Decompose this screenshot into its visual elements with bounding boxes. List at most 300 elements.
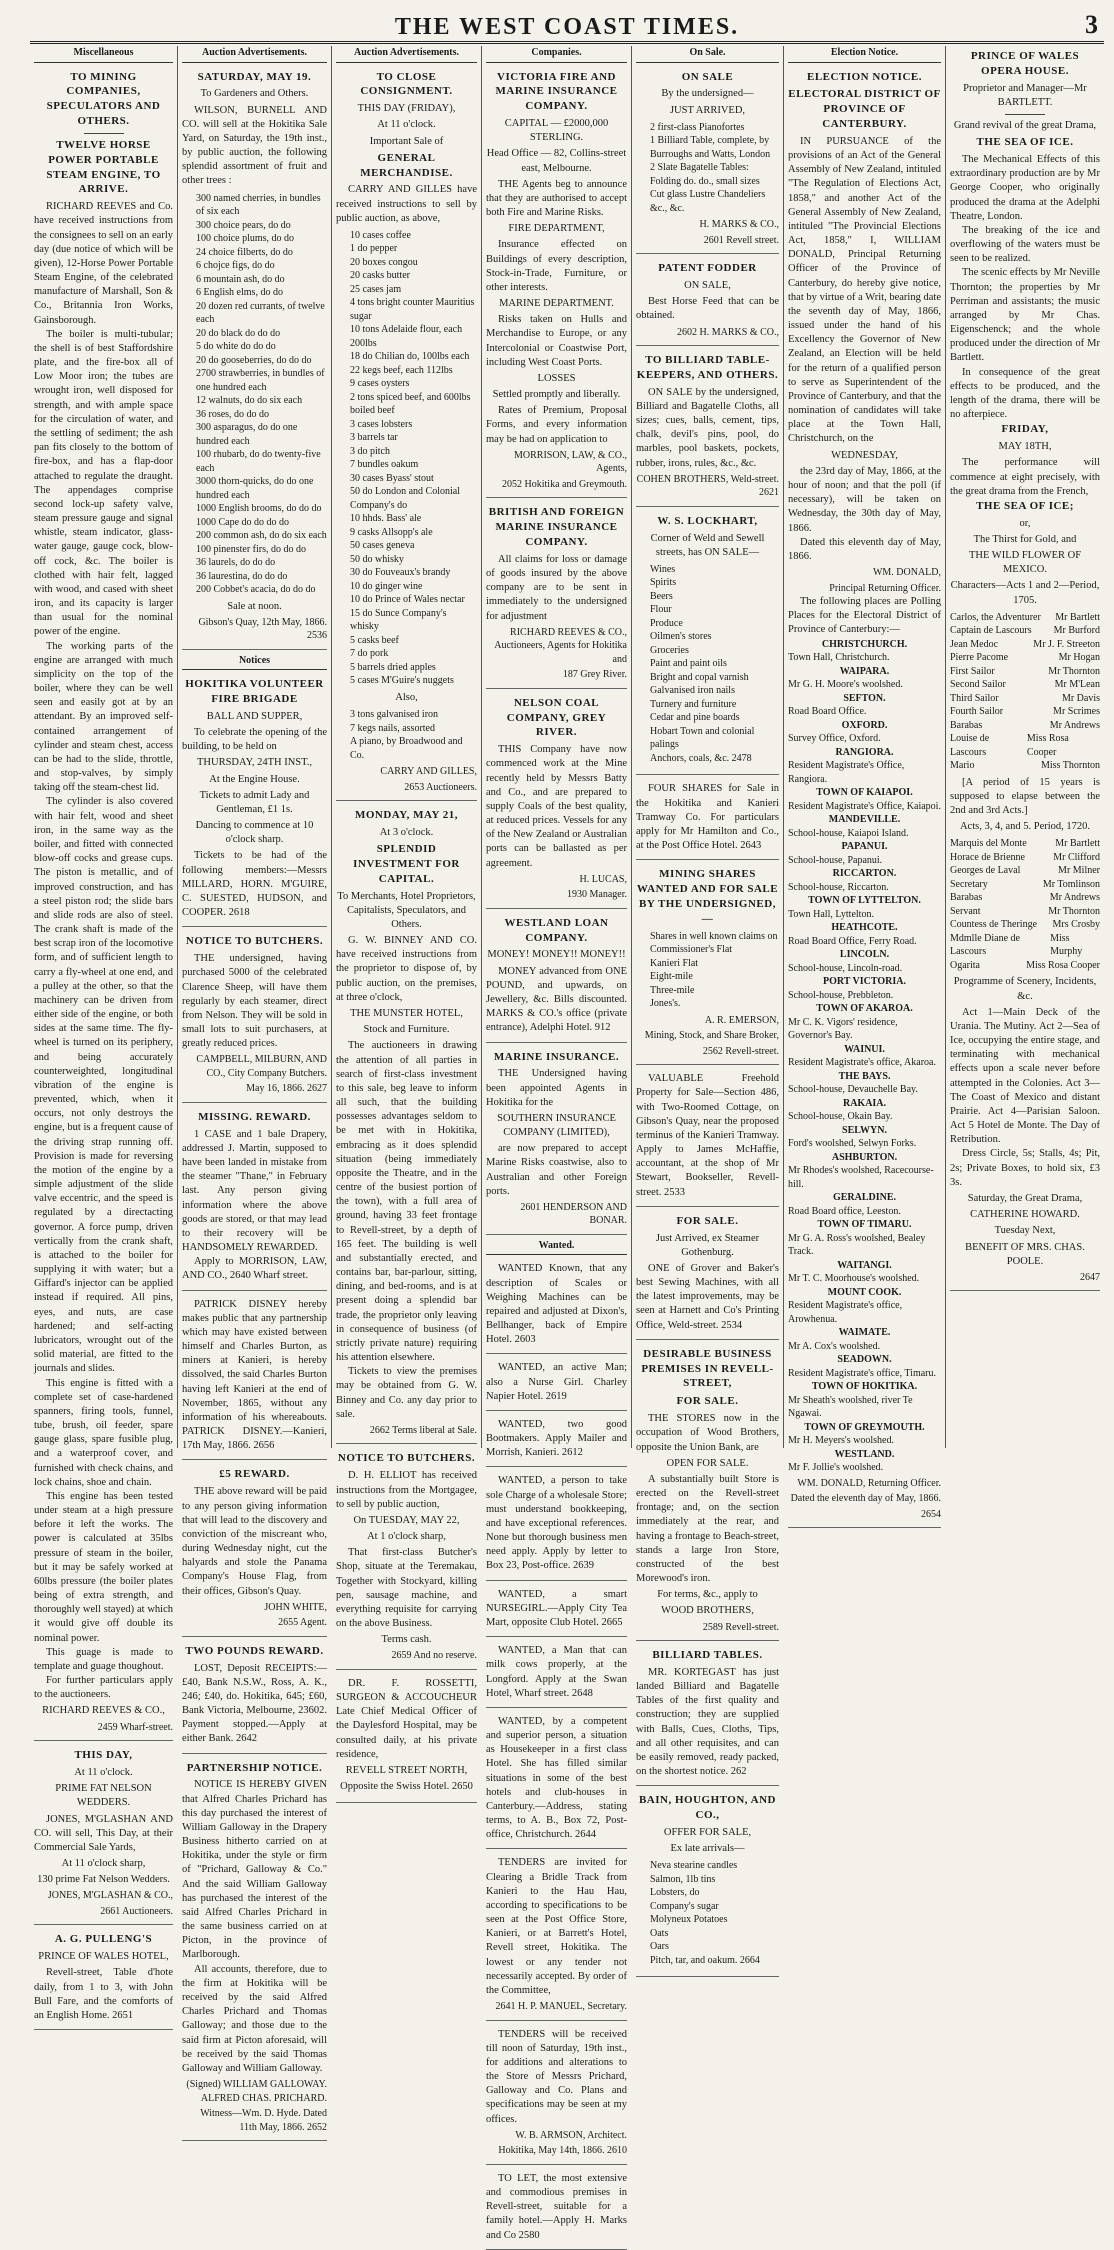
polling-town: SEADOWN.: [837, 1354, 892, 1366]
column-heading: On Sale.: [636, 46, 779, 63]
divider: [1005, 114, 1045, 115]
ad-signature: 2641 H. P. MANUEL, Secretary.: [495, 2001, 627, 2013]
ad-line: FRIDAY,: [1001, 423, 1049, 436]
ad-body: Risks taken on Hulls and Merchandise to Europe, or any Intercolonial or Coastwise Port, including West Coast Ports.: [486, 314, 627, 368]
ad-body: Tickets to be had of the following members:—Messrs MILLARD, HORN. M'GUIRE, C. SUESTED, HUDSON, and COOPER. 2618: [182, 850, 327, 919]
polling-place: Road Board Office.: [788, 706, 867, 718]
ad-line: At 1 o'clock sharp,: [367, 1531, 446, 1543]
polling-town: OXFORD.: [841, 719, 888, 731]
ad-reference: 2562 Revell-street.: [702, 1045, 779, 1057]
polling-town: RAKAIA.: [842, 1097, 887, 1109]
column-opera-house: [946, 46, 1104, 1448]
list-item: 20 do black do do do: [196, 327, 281, 339]
column-miscellaneous: [30, 46, 178, 2021]
polling-place: Road Board office, Leeston.: [788, 1205, 901, 1217]
ad-billiard-tables: [636, 1645, 779, 1786]
item-list: [650, 563, 779, 766]
section-heading-wanted: Wanted.: [486, 1239, 627, 1256]
list-item: 50 do London and Colonial Company's do: [350, 486, 460, 511]
list-item: 24 choice filberts, do do: [196, 246, 293, 258]
ad-line: THE SEA OF ICE;: [976, 499, 1074, 512]
actor: Miss Thornton: [1041, 760, 1100, 772]
ad-signature: CARRY AND GILLES,: [380, 766, 477, 778]
list-item: Beers: [650, 590, 673, 602]
ad-reference: 2647: [1080, 1271, 1100, 1283]
ad-line: SPLENDID INVESTMENT FOR CAPITAL.: [353, 843, 460, 885]
list-item: 7 kegs nails, assorted: [350, 722, 435, 734]
ad-fire-brigade-ball: [182, 674, 327, 927]
ad-line: Ex late arrivals—: [670, 1843, 745, 1855]
ad-line: To Gardeners and Others.: [200, 88, 309, 100]
ad-line: Proprietor and Manager—Mr BARTLETT.: [963, 82, 1087, 108]
list-item: 1000 English brooms, do do do: [196, 503, 322, 515]
ad-line: FOR SALE.: [676, 1395, 739, 1408]
role: Barabas: [950, 719, 983, 731]
ad-body: IN PURSUANCE of the provisions of an Act of the General Assembly of New Zealand, intituled "The Regulation of Elections Act, 1858," and another Act of the General Assembly of New Zealand, intituled "The Provincial Elections Act, 1858," I, WILLIAM DONALD, Principal Returning Officer of the Province of Canterbury, do hereby give notice, that by virtue of a Writ, bearing date the seventh day of May, 1866, issued under the hand of his Excellency the Governor of New Zealand, an Election will be held for the return of a qualified person to serve as Superintendent of the Province of Canterbury, and that the nomination of candidates will take place at the Town Hall, Christchurch, on the: [788, 135, 941, 445]
ad-reference: 2653 Auctioneers.: [404, 781, 477, 793]
role: Carlos, the Adventurer: [950, 611, 1041, 623]
list-item: 3 do pitch: [350, 445, 390, 457]
list-item: 7 bundles oakum: [350, 459, 419, 471]
role: Secretary: [950, 878, 988, 890]
ad-signature: A. R. EMERSON,: [704, 1014, 779, 1026]
ad-line: Also,: [395, 691, 418, 703]
ad-reference: 2601 HENDERSON AND BONAR.: [520, 1201, 627, 1227]
ad-signature: MORRISON, LAW, & CO., Agents,: [513, 449, 627, 475]
ad-marine-insurance: [486, 1047, 627, 1235]
ad-body: THE Agents beg to announce that they are authorised to accept both Fire and Marine Risks.: [486, 178, 627, 219]
ad-partnership-dissolved: [182, 1295, 327, 1461]
ad-line: Stock and Furniture.: [363, 1024, 450, 1036]
ad-body: Revell-street, Table d'hote daily, from 1 to 3, with John Bull Fare, and the comforts of an English Home. 2651: [34, 1967, 173, 2021]
list-item: Pitch, tar, and oakum. 2664: [650, 1954, 760, 1966]
polling-place: Mr C. K. Vigors' residence, Governor's Bay.: [788, 1016, 898, 1042]
ad-subtitle: TWELVE HORSE POWER PORTABLE STEAM ENGINE, TO ARRIVE.: [46, 138, 161, 196]
ad-title: TO BILLIARD TABLE-KEEPERS, AND OTHERS.: [636, 354, 779, 381]
ad-body: All accounts, therefore, due to the firm at Hokitika will be received by the said Alfred Charles Prichard and Thomas Galloway; and those due to the said firm at Picton aforesaid, will be received by the said Thomas Galloway and William Galloway.: [182, 1963, 327, 2074]
list-item: 20 do gooseberries, do do do: [196, 354, 312, 366]
ad-line: CATHERINE HOWARD.: [970, 1209, 1080, 1221]
polling-place: Resident Magistrate's office, Timaru.: [788, 1367, 936, 1379]
polling-place: Mr F. Jollie's woolshed.: [788, 1462, 884, 1474]
list-item: 2700 strawberries, in bundles of one hundred each: [196, 368, 325, 393]
ad-body: Best Horse Feed that can be obtained.: [636, 296, 779, 322]
list-item: 3 barrels tar: [350, 432, 398, 444]
list-item: 100 rhubarb, do do twenty-five each: [196, 449, 321, 474]
ad-title: PARTNERSHIP NOTICE.: [186, 1761, 323, 1774]
column-auctions-2: [332, 46, 482, 1793]
actor: Miss Rosa Cooper: [1026, 959, 1100, 971]
ad-body: Dress Circle, 5s; Stalls, 4s; Pit, 2s; Private Boxes, to hold six, £3 3s.: [950, 1148, 1100, 1188]
ad-line: LOSSES: [537, 372, 576, 384]
polling-place: School-house, Devauchelle Bay.: [788, 1084, 918, 1096]
cast-list: [950, 837, 1100, 972]
ad-title: HOKITIKA VOLUNTEER FIRE BRIGADE: [185, 678, 324, 706]
polling-town: PORT VICTORIA.: [822, 976, 906, 988]
list-item: 3000 thorn-quicks, do do one hundred each: [196, 476, 314, 501]
masthead: [30, 10, 1104, 44]
ad-sewing-machine: [636, 1211, 779, 1340]
polling-place: Ford's woolshed, Selwyn Forks.: [788, 1138, 917, 1150]
polling-town: WAIMATE.: [838, 1327, 891, 1339]
list-item: Oilmen's stores: [650, 631, 712, 643]
ad-body: WANTED, a Man that can milk cows properly, at the Longford. Apply at the Swan Hotel, Wharf street. 2648: [486, 1645, 627, 1699]
page-number: 3: [1085, 10, 1098, 39]
list-item: Anchors, coals, &c. 2478: [650, 752, 752, 764]
polling-town: WAITANGI.: [837, 1259, 892, 1271]
cast-row: [950, 692, 1100, 706]
list-item: 22 kegs beef, each 112lbs: [350, 364, 453, 376]
list-item: Shares in well known claims on: [650, 930, 778, 942]
list-item: Folding do. do., small sizes: [650, 175, 760, 187]
list-item: Galvanised iron nails: [650, 685, 735, 697]
ad-title: FOR SALE.: [676, 1214, 739, 1227]
ad-line: REVELL STREET NORTH,: [345, 1764, 468, 1776]
polling-town: CHRISTCHURCH.: [821, 638, 908, 650]
ad-body: MR. KORTEGAST has just landed Billiard and Bagatelle Tables of the first quality and construction; they are supplied with Balls, Cues, Cloths, Tips, and all other requisites, and can be easily removed, ready packed, on the shortest notice. 262: [636, 1666, 779, 1778]
ad-line: At 11 o'clock.: [377, 119, 436, 131]
ad-body: Insurance effected on Buildings of every description, Stock-in-Trade, Furniture, or other interests.: [486, 239, 627, 293]
cast-row: [950, 905, 1100, 919]
polling-place: Mr Rhodes's woolshed, Racecourse-hill.: [788, 1165, 934, 1190]
ad-tenders: [486, 1853, 627, 2020]
polling-place: Resident Magistrate's office, Arowhenua.: [788, 1300, 903, 1325]
ad-signature: 2602 H. MARKS & CO.,: [677, 326, 779, 338]
ad-signature: WM. DONALD, Returning Officer.: [797, 1477, 941, 1489]
list-item: 10 do ginger wine: [350, 580, 423, 592]
ad-subtitle: ELECTORAL DISTRICT OF PROVINCE OF CANTERBURY.: [788, 88, 941, 131]
ad-body: The auctioneers in drawing the attention of all parties in search of first-class investment to this sale, beg leave to inform all such, that the building possesses advantages seldom to be met with in Hokitika, embracing as it does splendid situation (being immediately opposite the Theatre, and in the centre of the busiest portion of the town), with a full area of ground, having 33 feet frontage to Revell-street, by a depth of 165 feet. The building is well and substantially erected, and contains bar, bar-parlour, sitting, dining, and bed-rooms, and is at present doing a splendid bar trade, the proprietor only leaving in consequence of business (of strictly private nature) requiring his attention elsewhere.: [336, 1040, 477, 1364]
polling-town: PAPANUI.: [841, 841, 888, 853]
polling-town: SEFTON.: [843, 692, 886, 704]
ad-line: Head Office — 82, Collins-street east, Melbourne.: [486, 148, 627, 174]
ad-line: WEDNESDAY,: [831, 449, 898, 461]
ad-reference: 2661 Auctioneers.: [100, 1905, 173, 1917]
ad-body: Tickets to view the premises may be obtained from G. W. Binney and Co. any day prior to sale.: [336, 1366, 477, 1420]
ad-signature: RICHARD REEVES & CO., Auctioneers, Agents for Hokitika and: [494, 626, 627, 665]
polling-place: Resident Magistrate's Office, Kaiapoi.: [788, 800, 941, 812]
ad-body: G. W. BINNEY AND CO. have received instructions from the proprietor to dispose of, by public auction, on the premises, at three o'clock,: [336, 935, 477, 1003]
list-item: Company's sugar: [650, 1900, 719, 1912]
list-item: 5 cases M'Guire's nuggets: [350, 675, 454, 687]
ad-body: The performance will commence at eight precisely, with the great drama from the French,: [950, 457, 1100, 497]
ad-reference: 2654: [921, 1508, 941, 1520]
list-item: 18 do Chilian do, 100lbs each: [350, 351, 470, 363]
role: Georges de Laval: [950, 865, 1021, 877]
ad-line: THE MUNSTER HOTEL,: [350, 1008, 463, 1019]
ad-reference: 1930 Manager.: [567, 889, 627, 901]
ad-body: RICHARD REEVES and Co. have received instructions from the consignees to sell on an early day (due notice of which will be given), 12-Horse Power Portable Steam Engine, of the celebrated manufacture of Marshall, Son & Co., Britannia Iron Works, Gainsborough.: [34, 201, 173, 326]
ad-line: Just Arrived, ex Steamer Gothenburg.: [655, 1232, 760, 1258]
ad-signature: H. LUCAS,: [579, 873, 627, 885]
ad-nelson-coal: [486, 693, 627, 909]
polling-town: LINCOLN.: [839, 949, 890, 961]
list-item: 5 barrels dried apples: [350, 661, 436, 673]
list-item: 9 cases oysters: [350, 378, 410, 390]
ad-body: The following places are Polling Places for the Electoral District of Province of Canterbury:—: [788, 596, 941, 636]
ad-line: Tuesday Next,: [994, 1225, 1056, 1237]
ad-victoria-insurance: [486, 67, 627, 499]
list-item: 200 common ash, do do six each: [196, 530, 327, 542]
ad-line: GENERAL MERCHANDISE.: [360, 151, 453, 179]
ad-missing-reward: [182, 1107, 327, 1291]
role: Marquis del Monte: [950, 838, 1027, 850]
actor: Mr Burford: [1053, 625, 1100, 637]
item-list: [650, 1859, 779, 1967]
polling-town: HEATHCOTE.: [831, 922, 898, 934]
role: Horace de Brienne: [950, 851, 1025, 863]
actor: Mr Andrews: [1049, 892, 1100, 904]
polling-place: School-house, Papanui.: [788, 854, 883, 866]
list-item: Oars: [650, 1941, 669, 1953]
list-item: Hobart Town and colonial palings: [650, 725, 755, 751]
polling-place: School-house, Riccarton.: [788, 881, 889, 893]
list-item: 1 Billiard Table, complete, by Burroughs and Watts, London: [650, 135, 771, 160]
role: Mario: [950, 760, 975, 772]
list-item: 15 do Sunce Company's whisky: [350, 607, 447, 633]
ad-body: ONE of Grover and Baker's best Sewing Machines, with all the latest improvements, may be seen at Harnett and Co's Printing Office, Weld-street. 2534: [636, 1262, 779, 1331]
list-item: 300 choice pears, do do: [196, 219, 291, 231]
ad-body: To celebrate the opening of the building, to be held on: [182, 727, 327, 753]
cast-row: [950, 837, 1100, 851]
column-heading: Auction Advertisements.: [182, 46, 327, 63]
list-item: Spirits: [650, 577, 677, 589]
ad-signature: W. B. ARMSON, Architect.: [515, 2129, 627, 2141]
ad-wanted: [486, 1259, 627, 1354]
ad-body: That first-class Butcher's Shop, situate at the Teremakau, Together with Stockyard, killing pen, sausage machine, and everything requisite for carrying on the above Business.: [336, 1547, 477, 1630]
polling-place: Town Hall, Lyttelton.: [788, 908, 874, 920]
ad-wanted: [486, 1358, 627, 1411]
polling-town: WESTLAND.: [834, 1448, 895, 1460]
ad-billiard-keepers: [636, 350, 779, 507]
ad-dr-rossetti: [336, 1674, 477, 1803]
ad-line: or,: [1019, 517, 1031, 529]
ad-line: Programme of Scenery, Incidents, &c.: [953, 976, 1097, 1002]
ad-body: In consequence of the great effects to be produced, and the length of the drama, there will be no afterpiece.: [950, 366, 1100, 421]
cast-row: [950, 638, 1100, 652]
cast-row: [950, 878, 1100, 892]
role: Servant: [950, 905, 981, 917]
list-item: 9 casks Allsopp's ale: [350, 526, 433, 538]
ad-wanted: [486, 1712, 627, 1850]
ad-lockhart: [636, 511, 779, 776]
list-item: 20 casks butter: [350, 270, 410, 282]
ad-line: CAPITAL — £2000,000 STERLING.: [504, 118, 609, 144]
list-item: 100 choice plums, do do: [196, 233, 295, 245]
role: Jean Medoc: [950, 638, 999, 650]
ad-title: BILLIARD TABLES.: [652, 1649, 763, 1662]
ad-reference: 2662 Terms liberal at Sale.: [369, 1424, 477, 1436]
ad-line: THE WILD FLOWER OF MEXICO.: [968, 550, 1082, 576]
polling-place: Mr A. Cox's woolshed.: [788, 1340, 881, 1352]
ad-line: At the Engine House.: [209, 773, 300, 785]
ad-body: ON SALE by the undersigned, Billiard and Bagatelle Cloths, all sizes; cues, balls, cement, tips, chalk, devil's pins, pool, do marbles, pool baskets, pockets, rubber, irons, rules, &c., &c.: [636, 386, 779, 469]
ad-body: All claims for loss or damage of goods insured by the above company are to be sent in immediately to the undersigned for adjustment: [486, 553, 627, 622]
ad-body: DR. F. ROSSETTI, SURGEON & ACCOUCHEUR Late Chief Medical Officer of the Daylesford Hospital, may be consulted daily, at his private residence,: [336, 1677, 477, 1760]
list-item: 36 laurels, do do do: [196, 557, 276, 569]
ad-body: Dated this eleventh day of May, 1866.: [788, 536, 941, 562]
column-on-sale: [632, 46, 784, 1966]
actor: Mr Bartlett: [1055, 611, 1100, 623]
ad-signature: Mining, Stock, and Share Broker,: [644, 1030, 779, 1042]
ad-title: WESTLAND LOAN COMPANY.: [504, 916, 609, 944]
list-item: Lobsters, do: [650, 1887, 700, 1899]
column-heading: Auction Advertisements.: [336, 46, 477, 63]
ad-title: ELECTION NOTICE.: [807, 70, 922, 83]
actor: Mr Davis: [1061, 692, 1100, 704]
list-item: 3 tons galvanised iron: [350, 709, 439, 721]
list-item: 2 Slate Bagatelle Tables:: [650, 162, 749, 174]
ad-body: PATRICK DISNEY hereby makes public that any partnership which may have existed between himself and Charles Burton, as miners at Kanieri, is hereby dissolved, the said Charles Burton having left Kanieri at the end of November, 1865, without any information of his whereabouts. PATRICK DISNEY.—Kanieri, 17th May, 1866. 2656: [182, 1298, 327, 1452]
ad-line: MAY 18TH,: [998, 441, 1052, 453]
ad-line: Acts, 3, 4, and 5. Period, 1720.: [959, 821, 1091, 833]
ad-body: are now prepared to accept Marine Risks coastwise, also to Australian and other Foreign ports.: [486, 1143, 627, 1197]
ad-body: For further particulars apply to the auctioneers.: [34, 1675, 173, 1701]
ad-reference: 2601 Revell street.: [703, 234, 779, 246]
ad-line: For terms, &c., apply to: [657, 1589, 758, 1601]
ad-notice-butchers: [182, 931, 327, 1103]
ad-close-consignment: [336, 67, 477, 802]
ad-signature: JONES, M'GLASHAN & CO.,: [47, 1890, 173, 1902]
ad-body: TENDERS will be received till noon of Saturday, 19th inst., for additions and alterations to the Store of Messrs Prichard, Galloway and Co. Plans and specifications may be seen at my offices.: [486, 2028, 627, 2125]
ad-body: Apply to MORRISON, LAW, AND CO., 2640 Wharf street.: [182, 1256, 327, 1282]
ad-body: The boiler is multi-tubular; the shell is of best Staffordshire plate, and the fire-box all of Low Moor iron; the tubes are wrought iron, well disposed for strength, and with ample space for the circulation of water, and the settling of sediment; the ash pan fits closely to the bottom of fire-box, and has a flap-door attached to regulate the draught. The appendages comprise second lock-up safety valve, steam pressure gauge and signal whistle, steam indicator, glass-water gauge, gauge cock, blow-off cock, &c. The boiler is clothed with hair felt, lagged with wood, and cased with sheet iron, and its capacity is larger than usual for the nominal power of the engine.: [34, 328, 173, 638]
ad-line: Important Sale of: [369, 135, 444, 147]
ad-four-shares: [636, 779, 779, 860]
polling-town: GERALDINE.: [832, 1192, 897, 1204]
ad-patent-fodder: [636, 258, 779, 346]
ad-fruit-trees: [182, 67, 327, 650]
cast-row: [950, 918, 1100, 932]
ad-line: 130 prime Fat Nelson Wedders.: [37, 1874, 170, 1886]
ad-body: WANTED, by a competent and superior person, a situation as Housekeeper in a first class Hotel. She has filled similar situations in some of the best hotels and club-houses in Canterbury.—Address, stating terms, to A. B., Box 72, Post-office, Christchurch. 2644: [486, 1715, 627, 1841]
ad-five-pound-reward: [182, 1464, 327, 1636]
ad-partnership-notice: [182, 1758, 327, 2141]
ad-signature: H. MARKS & CO.,: [699, 219, 779, 231]
column-heading: Companies.: [486, 46, 627, 63]
ad-signature: Gibson's Quay, 12th May, 1866. 2536: [198, 616, 327, 642]
ad-reference: 2589 Revell-street.: [702, 1621, 779, 1633]
ad-body: WANTED, two good Bootmakers. Apply Mailer and Morrish, Kanieri. 2612: [486, 1418, 627, 1459]
polling-town: WAINUI.: [844, 1043, 885, 1055]
actor: Mr Thornton: [1048, 665, 1100, 677]
list-item: 10 do Prince of Wales nectar: [350, 594, 465, 606]
ad-signature: WM. DONALD,: [872, 567, 941, 579]
ad-tenders: [486, 2025, 627, 2165]
ad-line: Terms cash.: [381, 1634, 432, 1646]
ad-title: NELSON COAL COMPANY, GREY RIVER.: [506, 696, 607, 739]
polling-place: Survey Office, Oxford.: [788, 733, 881, 745]
cast-list: [950, 611, 1100, 773]
actor: Miss Rosa Cooper: [1026, 733, 1069, 758]
polling-place: Mr G. A. Ross's woolshed, Bealey Track.: [788, 1232, 926, 1258]
ad-line: JUST ARRIVED,: [669, 104, 746, 116]
ad-body: THE STORES now in the occupation of Wood Brothers, opposite the Union Bank, are: [636, 1413, 779, 1453]
cast-row: [950, 864, 1100, 878]
ad-signature: JOHN WHITE,: [264, 1601, 327, 1613]
cast-row: [950, 732, 1100, 759]
list-item: Jones's.: [650, 998, 681, 1010]
ad-body: NOTICE IS HEREBY GIVEN that Alfred Charles Prichard has this day purchased the interest of William Galloway in the Drapery Business hitherto carried on at Hokitika, under the style or firm of "Prichard, Galloway & Co." And the said William Galloway has purchased the interest of the said Alfred Charles Prichard in the same business carried on at Picton, in the province of Marlborough.: [182, 1779, 327, 1961]
list-item: 5 do white do do do: [196, 341, 276, 353]
cast-row: [950, 959, 1100, 973]
ad-wanted: [486, 1471, 627, 1580]
role: Mdmlle Diane de Lascours: [950, 932, 1020, 958]
item-list: [650, 121, 779, 216]
ad-body: The working parts of the engine are arranged with much simplicity on the top of the boiler, where they can be well seen and easily got at by an attendant. By an improved self-contained arrangement of cylinder and steam chest, access can be had to the slide, throttle, and stop-valves, by simply taking off the steam-chest lid.: [34, 640, 173, 794]
ad-reference: 2655 Agent.: [278, 1617, 327, 1629]
ad-signature: COHEN BROTHERS, Weld-street. 2621: [636, 473, 779, 499]
actor: Miss Murphy: [1050, 932, 1083, 958]
actor: Mr Milner: [1058, 865, 1100, 877]
ad-line: FIRE DEPARTMENT,: [508, 223, 605, 235]
ad-business-premises: [636, 1344, 779, 1641]
role: Barabas: [950, 892, 983, 904]
ad-title: PRINCE OF WALES OPERA HOUSE.: [970, 50, 1080, 77]
ad-line: Saturday, the Great Drama,: [967, 1192, 1083, 1204]
ad-two-pounds-reward: [182, 1641, 327, 1754]
ad-body: A substantially built Store is erected on the Revell-street frontage; and, on the section immediately at the rear, and having a frontage to Beach-street, stands a large Iron Store, constructed of the best Morewood's iron.: [636, 1473, 779, 1585]
polling-town: WAIPARA.: [839, 665, 890, 677]
ad-line: ON SALE,: [684, 280, 731, 292]
list-item: Paint and paint oils: [650, 658, 727, 670]
ad-nelson-wedders: [34, 1745, 173, 1925]
actor: Mr Andrews: [1049, 719, 1100, 731]
list-item: 7 do pork: [350, 648, 389, 660]
ad-title: SATURDAY, MAY 19.: [197, 70, 312, 83]
list-item: Groceries: [650, 644, 689, 656]
column-companies: [482, 46, 632, 2241]
list-item: 30 cases Byass' stout: [350, 472, 434, 484]
item-list: [650, 930, 779, 1011]
polling-town: RICCARTON.: [832, 868, 897, 880]
cast-row: [950, 705, 1100, 719]
actor: Mrs Crosby: [1052, 919, 1100, 931]
ad-prince-of-wales-hotel: [34, 1929, 173, 2030]
ad-title: PATENT FODDER: [658, 262, 757, 275]
polling-town: ASHBURTON.: [831, 1151, 898, 1163]
list-item: 3 cases lobsters: [350, 418, 413, 430]
cast-row: [950, 611, 1100, 625]
ad-mining-shares: [636, 864, 779, 1065]
item-list: [350, 708, 477, 762]
actor: Mr J. F. Streeton: [1033, 638, 1100, 650]
list-item: Salmon, 1lb tins: [650, 1873, 716, 1885]
polling-place: School-house, Lincoln-road.: [788, 962, 903, 974]
cast-row: [950, 759, 1100, 773]
ad-body: This engine has been tested under steam at a high pressure before it left the works. The power is calculated at 35lbs pressure of steam in the boiler, but it may be safely worked at 60lbs pressure (the boiler plates being of extra strength, and thoroughly well stayed) at which it would give off double its nominal power.: [34, 1490, 173, 1644]
list-item: Bright and copal varnish: [650, 671, 749, 683]
list-item: 10 hhds. Bass' ale: [350, 513, 422, 525]
ad-body: CARRY AND GILLES have received instructions to sell by public auction, as above,: [336, 184, 477, 224]
list-item: Kanieri Flat: [650, 957, 699, 969]
ad-title: NOTICE TO BUTCHERS.: [185, 935, 324, 948]
ad-body: JONES, M'GLASHAN AND CO. will sell, This Day, at their Commercial Sale Yards,: [34, 1813, 173, 1853]
list-item: 50 cases geneva: [350, 540, 415, 552]
ad-on-sale-pianofortes: [636, 67, 779, 255]
cast-row: [950, 851, 1100, 865]
ad-body: [A period of 15 years is supposed to elapse between the 2nd and 3rd Acts.]: [950, 776, 1100, 817]
ad-signature: (Signed) WILLIAM GALLOWAY. ALFRED CHAS. PRICHARD.: [186, 2079, 327, 2104]
polling-town: MANDEVILLE.: [828, 814, 901, 826]
ad-line: SOUTHERN INSURANCE COMPANY (LIMITED),: [497, 1112, 616, 1139]
ad-title: BAIN, HOUGHTON, AND CO.,: [638, 1794, 777, 1822]
list-item: Molyneux Potatoes: [650, 1914, 728, 1926]
cast-row: [950, 891, 1100, 905]
ad-body: WANTED Known, that any description of Scales or Weighing Machines can be repaired and adjusted at Dixon's, Bellhanger, back of Empire Hotel. 2603: [486, 1263, 627, 1346]
list-item: 300 asparagus, do do one hundred each: [196, 422, 298, 447]
role: Fourth Sailor: [950, 706, 1004, 718]
